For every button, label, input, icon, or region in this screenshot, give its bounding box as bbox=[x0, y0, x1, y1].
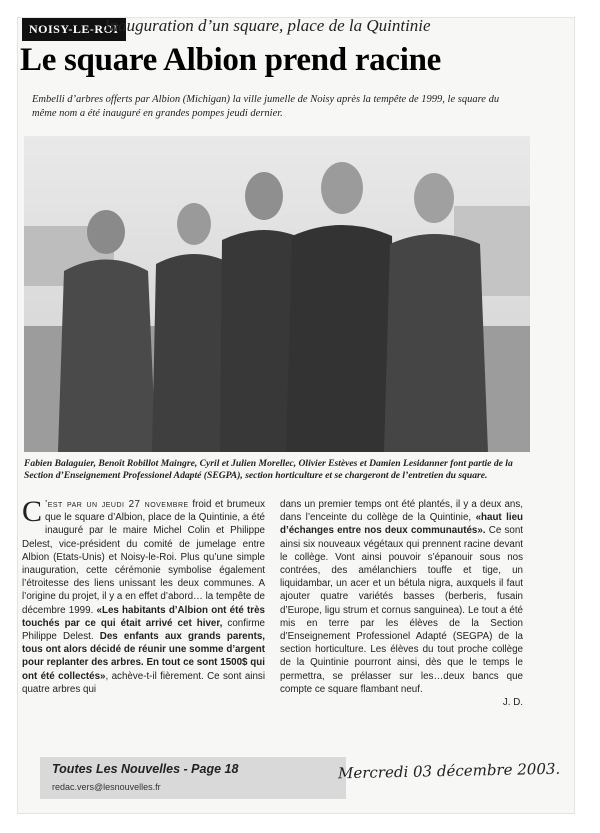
dropcap: C bbox=[22, 495, 43, 528]
paragraph-text: froid et brumeux que le square d’Albion, place de la Quintinie, a été inauguré par le maire Michel Colin et Philippe Delest, vice-président du comité de jumelage entre Albion (Etats-Unis) et Noisy-le-Roi. Plus qu’une simple inauguration, cette cérémonie symbolise également l’étroitesse des liens unissant les deux communes. A l’origine du projet, il y a en effet d’abord… la tempête de décembre 1999. bbox=[22, 499, 265, 616]
group-photo bbox=[24, 136, 530, 452]
photo-illustration bbox=[24, 136, 530, 452]
handwritten-date: Mercredi 03 décembre 2003. bbox=[337, 759, 561, 783]
quote-text: «haut lieu d’échanges entre nos deux communautés». bbox=[280, 512, 524, 537]
contact-email: redac.vers@lesnouvelles.fr bbox=[52, 782, 161, 792]
photo-caption: Fabien Balaguier, Benoît Robillot Maingre, Cyril et Julien Morellec, Olivier Estèves et Damien Lesidanner font partie de la Section d’Enseignement Professionel Adapté (SEGPA), section horticulture et se chargeront de l’entretien du square. bbox=[24, 458, 513, 481]
author-signature: J. D. bbox=[502, 697, 523, 709]
section-tag: NOISY-LE-ROI bbox=[22, 18, 126, 41]
paragraph-text: confirme Philippe Delest. bbox=[22, 617, 265, 643]
quote-text: «Les habitants d’Albion ont été très touchés par ce qui était arrivé cet hiver, bbox=[22, 604, 265, 629]
paragraph-text: Ce sont ainsi six nouveaux végétaux qui prennent racine devant le collège. Vont ainsi pouvoir s’épanouir sous nos contrées, des amélanchiers touffe et tige, un liquidambar, un acer et un bétula nigra, auxquels il faut ajouter quatre variétés basses (berberis, fusain d’Europe, ligu strum et cornus sanguinea). Le tout a été mis en terre par les élèves de la Section d’Enseignement Professionel Adapté (SEGPA) de la section horticulture. Les élèves du tout proche collège de la Quintinie pourront ainsi, dès que le temps le permettra, se prélasser sur les…deux bancs que compte ce square flambant neuf. bbox=[280, 525, 523, 695]
kicker: Inauguration d’un square, place de la Quintinie bbox=[104, 16, 431, 35]
quote-text: Des enfants aux grands parents, tous ont alors décidé de réunir une somme d’argent pour replanter des arbres. En tout ce sont 1500$ qui ont été collectés» bbox=[22, 631, 266, 682]
paragraph-text: , achève-t-il fièrement. Ce sont ainsi quatre arbres qui bbox=[22, 670, 266, 695]
paragraph-text: dans un premier temps ont été plantés, il y a deux ans, dans l’enceinte du collège de la Quintinie, bbox=[280, 499, 523, 524]
publication-name: Toutes Les Nouvelles - Page 18 bbox=[52, 762, 239, 776]
headline: Le square Albion prend racine bbox=[20, 42, 441, 78]
article-column-2 bbox=[280, 498, 523, 709]
article-column-1 bbox=[22, 495, 266, 696]
standfirst: Embelli d’arbres offerts par Albion (Michigan) la ville jumelle de Noisy après la tempête de 1999, le square du même nom a été inauguré en grandes pompes jeudi dernier. bbox=[32, 94, 500, 119]
intro-smallcaps: ’est par un jeudi 27 novembre bbox=[45, 499, 189, 510]
